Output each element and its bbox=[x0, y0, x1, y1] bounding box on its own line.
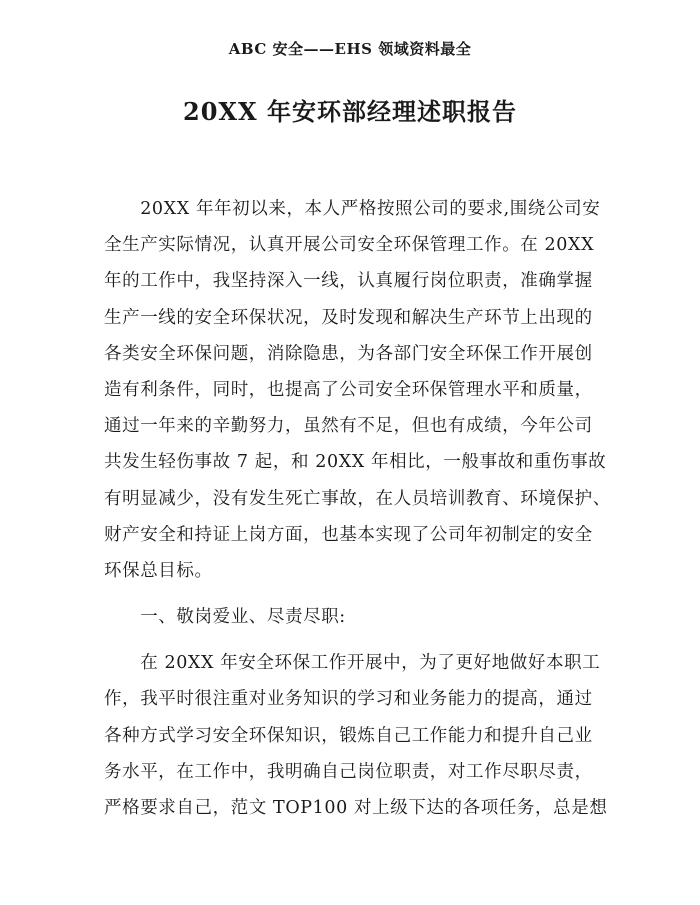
text-line: 全生产实际情况，认真开展公司安全环保管理工作。在 20XX bbox=[104, 235, 595, 256]
text-line: 务水平，在工作中，我明确自己岗位职责，对工作尽职尽责， bbox=[104, 761, 593, 782]
text-line: 各种方式学习安全环保知识，锻炼自己工作能力和提升自己业 bbox=[104, 725, 593, 746]
text-line: 生产一线的安全环保状况，及时发现和解决生产环节上出现的 bbox=[104, 307, 593, 328]
text-line: 各类安全环保问题，消除隐患，为各部门安全环保工作开展创 bbox=[104, 343, 593, 364]
text-line: 财产安全和持证上岗方面，也基本实现了公司年初制定的安全 bbox=[104, 524, 593, 545]
paragraph-gap bbox=[104, 635, 604, 645]
text-line: 在 20XX 年安全环保工作开展中，为了更好地做好本职工 bbox=[104, 653, 601, 674]
text-line: 造有利条件，同时，也提高了公司安全环保管理水平和质量， bbox=[104, 379, 593, 400]
paragraph-section1 bbox=[104, 645, 608, 826]
paragraph-gap bbox=[104, 589, 604, 599]
text-line: 20XX 年年初以来，本人严格按照公司的要求,围绕公司安 bbox=[104, 199, 601, 219]
section-heading: 一、敬岗爱业、尽责尽职: bbox=[104, 607, 346, 628]
page-header: ABC 安全——EHS 领域资料最全 bbox=[228, 40, 472, 58]
document-title: 20XX 年安环部经理述职报告 bbox=[183, 97, 517, 126]
document-body bbox=[104, 191, 611, 826]
text-line: 有明显减少，没有发生死亡事故，在人员培训教育、环境保护、 bbox=[104, 488, 611, 509]
text-line: 共发生轻伤事故 7 起，和 20XX 年相比，一般事故和重伤事故 bbox=[104, 452, 607, 473]
text-line: 环保总目标。 bbox=[104, 560, 213, 581]
text-line: 通过一年来的辛勤努力，虽然有不足，但也有成绩，今年公司 bbox=[104, 416, 593, 437]
text-line: 严格要求自己，范文 TOP100 对上级下达的各项任务，总是想 bbox=[104, 798, 608, 818]
paragraph-intro bbox=[104, 191, 611, 589]
text-line: 年的工作中，我坚持深入一线，认真履行岗位职责，准确掌握 bbox=[104, 271, 593, 292]
text-line: 作，我平时很注重对业务知识的学习和业务能力的提高，通过 bbox=[104, 689, 593, 710]
